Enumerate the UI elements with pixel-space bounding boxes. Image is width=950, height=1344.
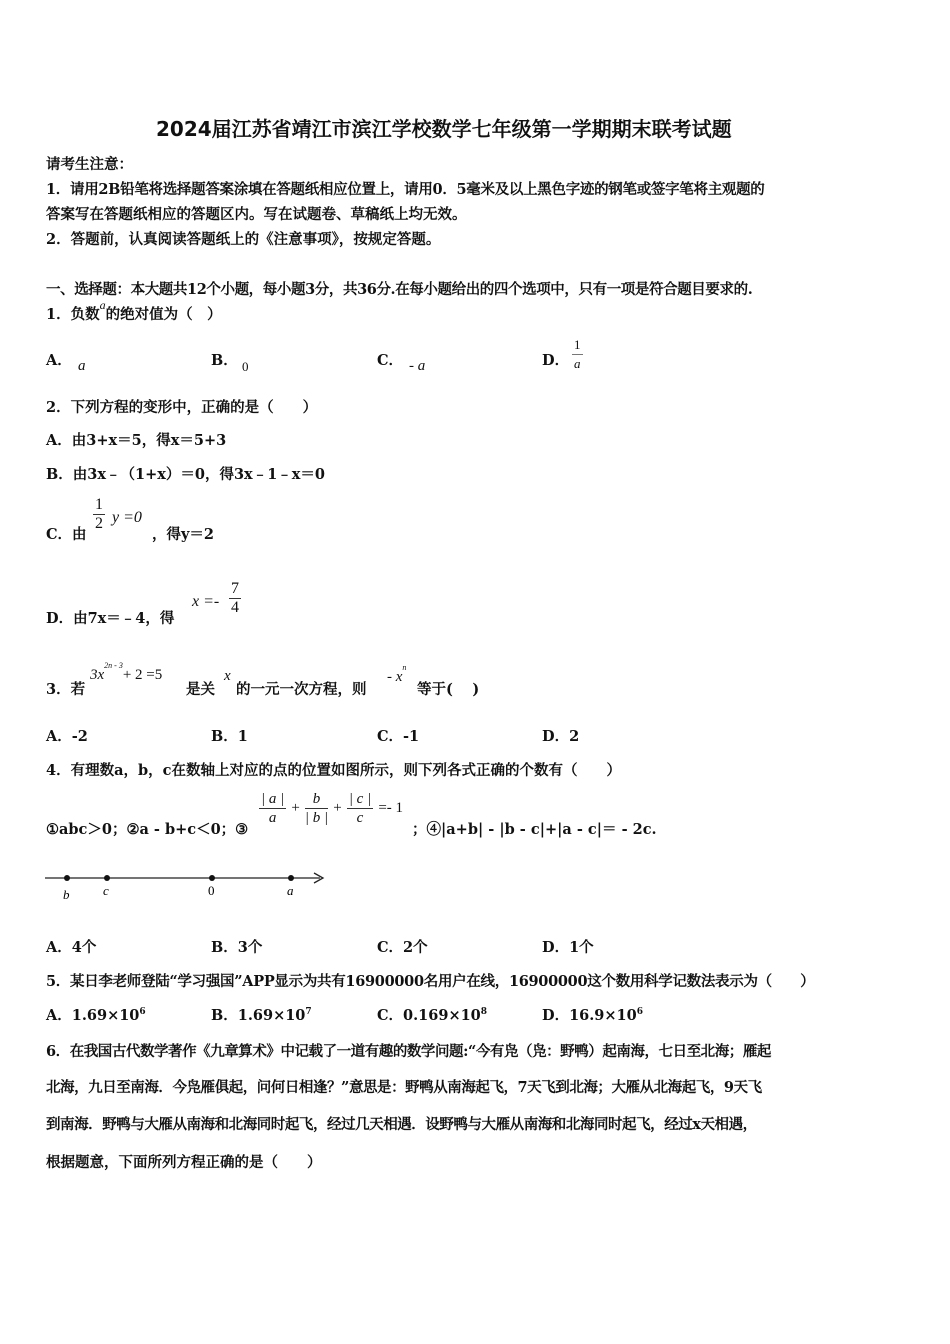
q4-option-b: B．3个 bbox=[211, 939, 263, 956]
q1-option-d-fraction: $\frac{1}{a}$ bbox=[574, 337, 581, 371]
question-2-stem: 2．下列方程的变形中，正确的是（ ） bbox=[46, 399, 318, 416]
q4-statement-3-expression: $\frac{| a |}{a}$ + $\frac{b}{| b |}$ + $\frac{| c |}{c}$ =- 1 bbox=[261, 791, 404, 826]
q3-option-b: B．1 bbox=[211, 728, 248, 745]
label-b: b bbox=[63, 887, 70, 902]
q3-option-a: A．-2 bbox=[46, 728, 88, 745]
q4-option-c: C．2个 bbox=[377, 939, 428, 956]
q4-option-d: D．1个 bbox=[542, 939, 594, 956]
notice-line: 1．请用2B铅笔将选择题答案涂填在答题纸相应位置上，请用0．5毫米及以上黑色字迹的钢笔或签字笔将主观题的 bbox=[46, 181, 765, 198]
q3-equation: $3x^{2n - 3}+ 2 =5$ bbox=[90, 661, 163, 683]
notice-line: 2．答题前，认真阅读答题纸上的《注意事项》，按规定答题。 bbox=[46, 231, 441, 248]
q3-option-c: C．-1 bbox=[377, 728, 420, 745]
q1-option-b: B． bbox=[211, 352, 238, 369]
q2-option-c-result: ，得y＝2 bbox=[152, 526, 215, 543]
q3-expression: - $x^n$ bbox=[387, 663, 407, 685]
page-title: 2024届江苏省靖江市滨江学校数学七年级第一学期期末联考试题 bbox=[156, 117, 732, 141]
q2-option-c-fraction: $\frac{1}{2}$ bbox=[95, 496, 103, 532]
q1-option-c: C． bbox=[377, 352, 404, 369]
q2-option-d-lhs: x =- bbox=[192, 593, 220, 610]
q1-option-b-value: 0 bbox=[242, 359, 249, 374]
q3-stem-end: 等于( ) bbox=[417, 681, 480, 698]
question-6-line: 6．在我国古代数学著作《九章算术》中记载了一道有趣的数学问题:“今有凫（凫：野鸭）起南海，七日至北海；雁起 bbox=[46, 1043, 771, 1060]
q2-option-d-fraction: $\frac{7}{4}$ bbox=[231, 580, 239, 616]
point-zero bbox=[209, 875, 215, 881]
question-6-line: 到南海．野鸭与大雁从南海和北海同时起飞，经过几天相遇．设野鸭与大雁从南海和北海同时起飞，经过x天相遇， bbox=[46, 1116, 757, 1133]
q1-option-a-value: a bbox=[78, 358, 86, 374]
q2-option-d-prefix: D．由7x＝﹣4，得 bbox=[46, 610, 175, 627]
q3-stem-mid: 是关 bbox=[186, 681, 215, 698]
question-6-line: 北海，九日至南海．今凫雁俱起，问何日相逢？”意思是：野鸭从南海起飞，7天飞到北海；大雁从北海起飞，9天飞 bbox=[46, 1079, 762, 1096]
label-zero: 0 bbox=[208, 883, 215, 898]
question-6-line: 根据题意，下面所列方程正确的是（ ） bbox=[46, 1154, 322, 1171]
q2-option-c-equation: y =0 bbox=[112, 509, 142, 526]
q4-option-a: A．4个 bbox=[46, 939, 97, 956]
q4-statements-1-2: ①abc＞0；②a - b+c＜0；③ bbox=[46, 821, 249, 838]
q5-option-c: C．$0.169\times 10^8$ bbox=[377, 1007, 488, 1024]
label-a: a bbox=[287, 883, 294, 898]
notice-heading: 请考生注意： bbox=[46, 156, 133, 173]
q3-variable: x bbox=[224, 668, 231, 684]
q5-option-b: B．$1.69\times 10^7$ bbox=[211, 1007, 312, 1024]
q2-option-b: B．由3x﹣（1+x）＝0，得3x﹣1﹣x＝0 bbox=[46, 466, 326, 483]
question-3-prefix: 3．若 bbox=[46, 681, 86, 698]
q4-statement-4: ；④|a+b| - |b - c|+|a - c|＝ - 2c. bbox=[412, 821, 657, 838]
q1-option-c-value: - a bbox=[409, 358, 426, 374]
q5-option-d: D．$16.9\times 10^6$ bbox=[542, 1007, 643, 1024]
point-a bbox=[288, 875, 294, 881]
notice-line: 答案写在答题纸相应的答题区内。写在试题卷、草稿纸上均无效。 bbox=[46, 206, 467, 223]
label-c: c bbox=[103, 883, 109, 898]
q5-option-a: A．$1.69\times 10^6$ bbox=[46, 1007, 146, 1024]
section-heading: 一、选择题：本大题共12个小题，每小题3分，共36分.在每小题给出的四个选项中，只有一项是符合题目要求的. bbox=[46, 281, 753, 298]
q2-option-a: A．由3+x＝5，得x＝5+3 bbox=[46, 432, 227, 449]
q2-option-c-prefix: C．由 bbox=[46, 526, 87, 543]
q3-option-d: D．2 bbox=[542, 728, 580, 745]
q1-option-a: A． bbox=[46, 352, 72, 369]
point-c bbox=[104, 875, 110, 881]
point-b bbox=[64, 875, 70, 881]
question-1-stem: 1．负数$^a$的绝对值为（ ） bbox=[46, 298, 222, 323]
number-line-figure bbox=[40, 866, 340, 906]
q1-option-d: D． bbox=[542, 352, 570, 369]
q3-stem-mid2: 的一元一次方程，则 bbox=[236, 681, 367, 698]
question-5-stem: 5．某日李老师登陆“学习强国”APP显示为共有16900000名用户在线，16900000这个数用科学记数法表示为（ ） bbox=[46, 973, 815, 990]
question-4-stem: 4．有理数a，b，c在数轴上对应的点的位置如图所示，则下列各式正确的个数有（ ） bbox=[46, 762, 621, 779]
